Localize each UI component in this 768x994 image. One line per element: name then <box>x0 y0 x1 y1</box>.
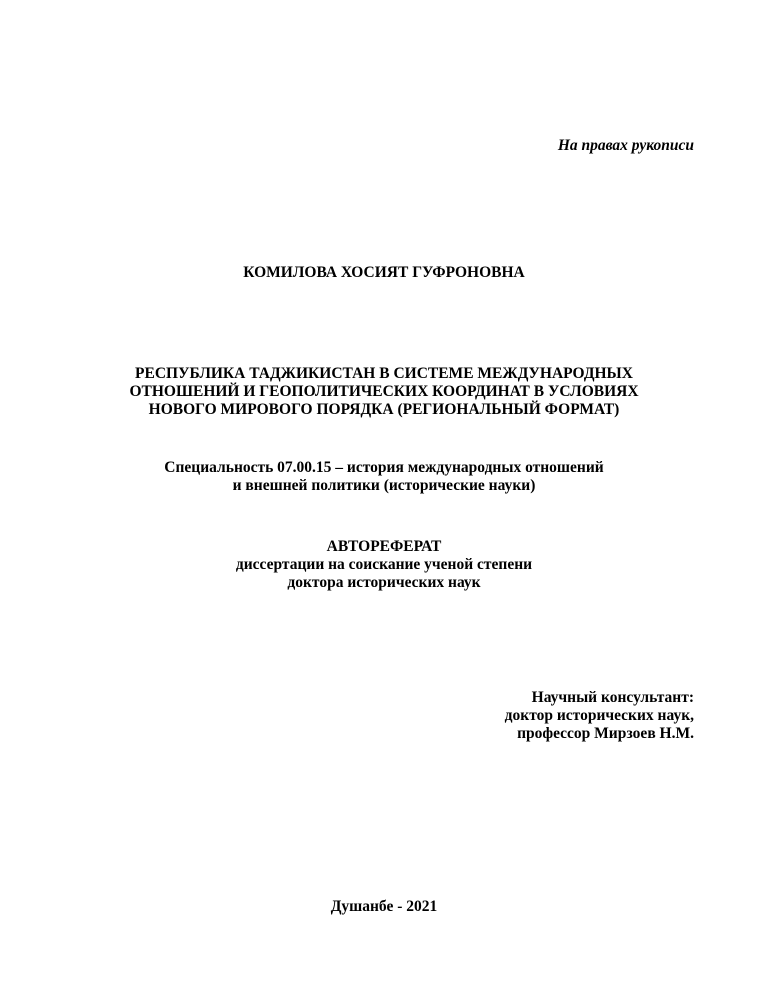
author-name-text: КОМИЛОВА ХОСИЯТ ГУФРОНОВНА <box>243 264 525 281</box>
abstract-heading: АВТОРЕФЕРАТ <box>326 538 442 555</box>
manuscript-note-text: На правах рукописи <box>557 137 694 154</box>
consultant-name: профессор Мирзоев Н.М. <box>517 725 694 742</box>
abstract-line: доктора исторических наук <box>287 574 481 591</box>
specialty-line: Специальность 07.00.15 – история международных отношений <box>164 459 604 476</box>
specialty <box>60 459 708 495</box>
title-line: РЕСПУБЛИКА ТАДЖИКИСТАН В СИСТЕМЕ МЕЖДУНАРОДНЫХ <box>135 365 633 382</box>
title-line: НОВОГО МИРОВОГО ПОРЯДКА (РЕГИОНАЛЬНЫЙ ФОРМАТ) <box>148 401 620 418</box>
dissertation-title <box>60 365 708 419</box>
specialty-line: и внешней политики (исторические науки) <box>232 477 536 494</box>
title-line: ОТНОШЕНИЙ И ГЕОПОЛИТИЧЕСКИХ КООРДИНАТ В УСЛОВИЯХ <box>129 383 639 400</box>
consultant-label: Научный консультант: <box>531 689 694 706</box>
abstract-line: диссертации на соискание ученой степени <box>235 556 533 573</box>
author-name <box>60 264 708 282</box>
manuscript-note <box>558 137 694 155</box>
city-year-text: Душанбе - 2021 <box>330 898 438 915</box>
consultant-degree: доктор исторических наук, <box>504 707 694 724</box>
scientific-consultant <box>505 689 694 743</box>
abstract-block <box>60 538 708 592</box>
city-year <box>60 898 708 916</box>
